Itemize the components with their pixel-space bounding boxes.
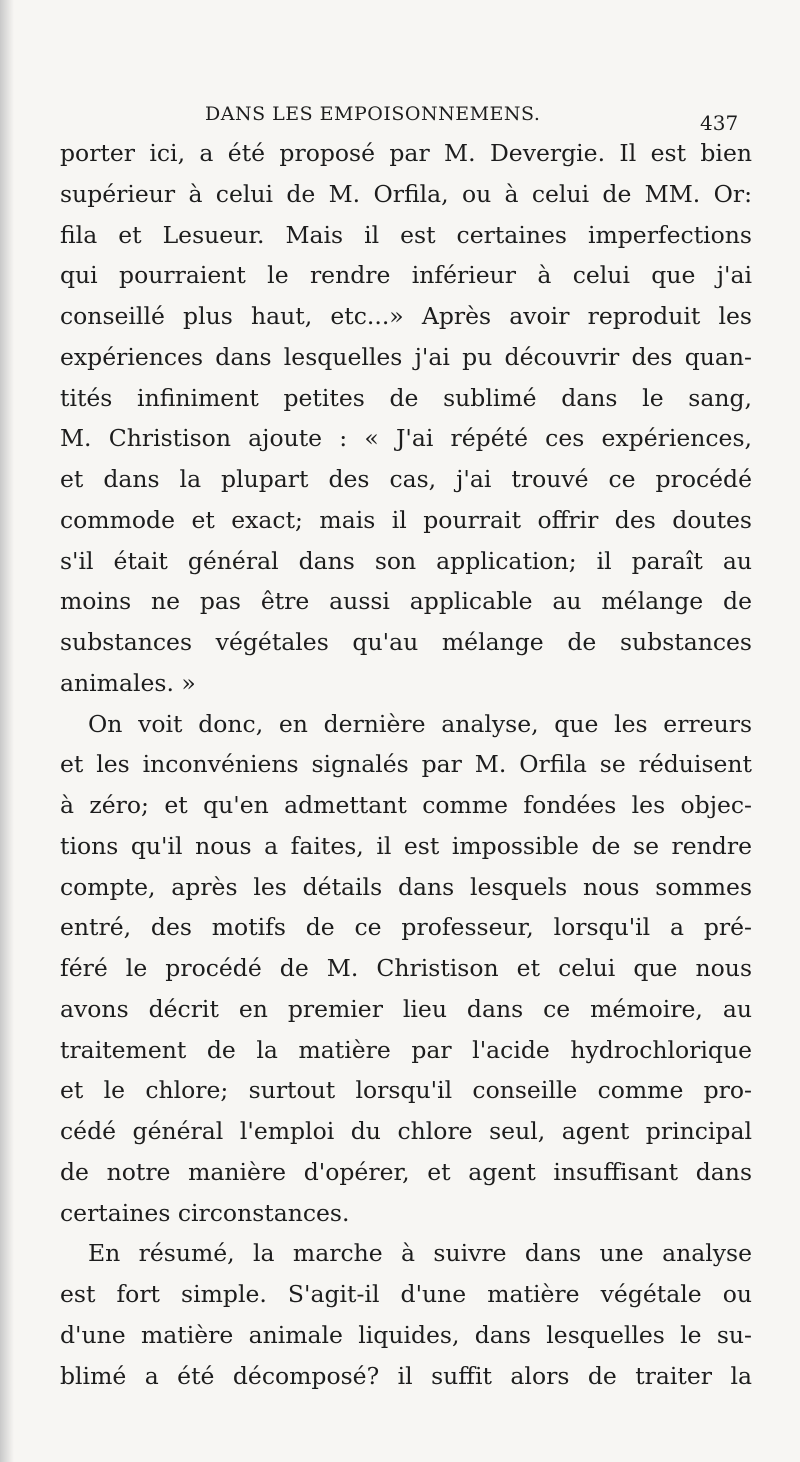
text-line: traitement de la matière par l'acide hydrochlorique <box>60 1035 752 1064</box>
text-line: qui pourraient le rendre inférieur à celui que j'ai <box>60 261 752 290</box>
text-line: expériences dans lesquelles j'ai pu découvrir des quan- <box>60 342 752 371</box>
text-line: avons décrit en premier lieu dans ce mémoire, au <box>60 994 752 1023</box>
text-line: d'une matière animale liquides, dans lesquelles le su- <box>60 1320 752 1349</box>
text-line: s'il était général dans son application; il paraît au <box>60 546 752 575</box>
text-line: tités infiniment petites de sublimé dans le sang, <box>60 383 752 412</box>
text-line: moins ne pas être aussi applicable au mélange de <box>60 587 752 616</box>
text-line: conseillé plus haut, etc...» Après avoir reproduit les <box>60 302 752 330</box>
text-line: est fort simple. S'agit-il d'une matière végétale ou <box>60 1280 752 1308</box>
text-line: supérieur à celui de M. Orfila, ou à celui de MM. Or: <box>60 179 752 208</box>
text-line: et le chlore; surtout lorsqu'il conseille comme pro- <box>60 1076 752 1105</box>
text-line: et dans la plupart des cas, j'ai trouvé ce procédé <box>60 465 752 493</box>
text-line: blimé a été décomposé? il suffit alors de traiter la <box>60 1361 752 1390</box>
page-number: 437 <box>700 111 739 135</box>
text-line: entré, des motifs de ce professeur, lorsqu'il a pré- <box>60 913 752 942</box>
text-line: féré le procédé de M. Christison et celui que nous <box>60 954 752 982</box>
page-header <box>0 103 800 135</box>
text-line: certaines circonstances. <box>60 1198 350 1227</box>
page-gutter-shadow <box>0 0 14 1462</box>
paragraph-start-line: On voit donc, en dernière analyse, que les erreurs <box>88 709 752 738</box>
body-text <box>60 133 752 1396</box>
text-line: cédé général l'emploi du chlore seul, agent principal <box>60 1117 752 1145</box>
text-line: animales. » <box>60 668 196 697</box>
paragraph-start-line: En résumé, la marche à suivre dans une analyse <box>88 1239 752 1268</box>
text-line: M. Christison ajoute : « J'ai répété ces expériences, <box>60 424 752 453</box>
text-line: compte, après les détails dans lesquels nous sommes <box>60 872 752 901</box>
text-line: de notre manière d'opérer, et agent insuffisant dans <box>60 1157 752 1186</box>
text-line: fila et Lesueur. Mais il est certaines imperfections <box>60 220 752 249</box>
text-line: substances végétales qu'au mélange de substances <box>60 628 752 656</box>
text-line: à zéro; et qu'en admettant comme fondées les objec- <box>60 791 752 819</box>
text-line: et les inconvéniens signalés par M. Orfila se réduisent <box>60 750 752 779</box>
text-line: porter ici, a été proposé par M. Devergie. Il est bien <box>60 139 752 167</box>
running-head: DANS LES EMPOISONNEMENS. <box>205 103 541 125</box>
text-line: commode et exact; mais il pourrait offrir des doutes <box>60 505 752 534</box>
text-line: tions qu'il nous a faites, il est impossible de se rendre <box>60 831 752 860</box>
